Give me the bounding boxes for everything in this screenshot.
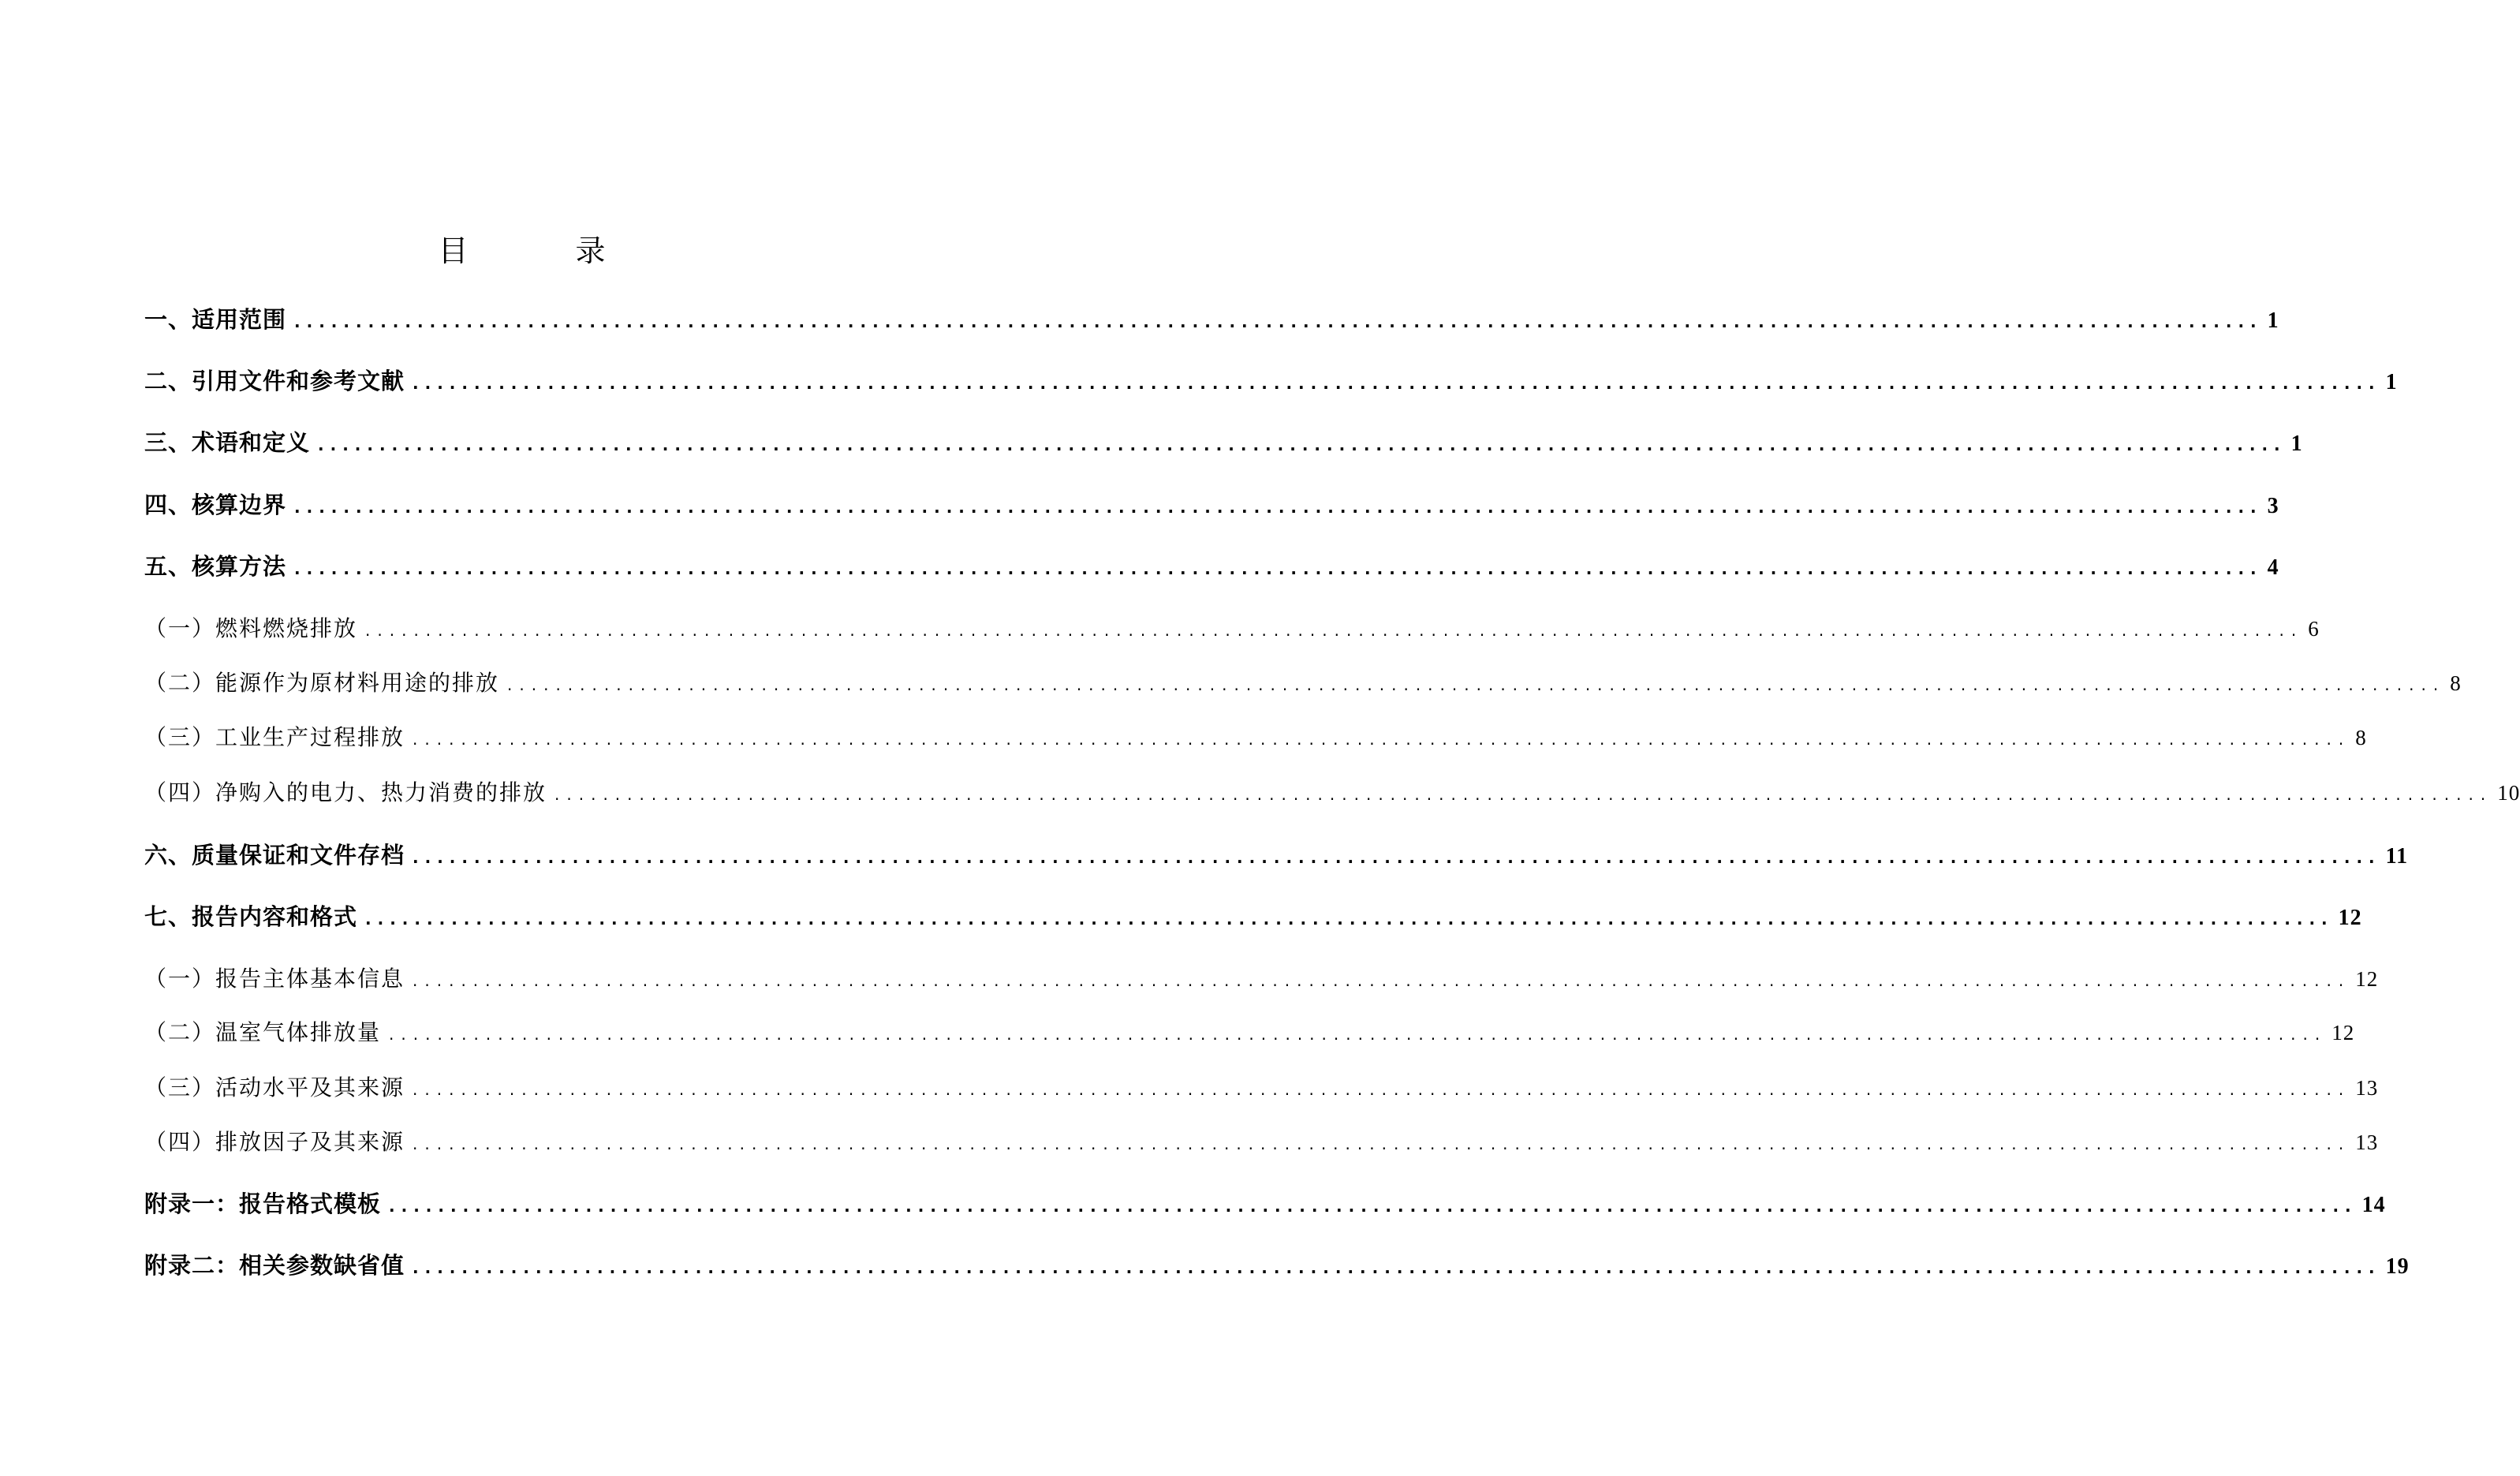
toc-entry[interactable] bbox=[144, 427, 2303, 461]
toc-entry-label: 附录二：相关参数缺省值 bbox=[144, 1252, 405, 1279]
dot-leader: ................................................................................................................................................................ bbox=[413, 1134, 2351, 1153]
toc-entry[interactable] bbox=[144, 667, 2462, 701]
toc-entry[interactable] bbox=[144, 777, 2520, 810]
toc-page-number: 1 bbox=[2267, 308, 2279, 333]
toc-entry[interactable] bbox=[144, 551, 2279, 585]
toc-entry-label: （二）能源作为原材料用途的排放 bbox=[144, 670, 500, 696]
dot-leader: ................................................................................................................................................................ bbox=[318, 435, 2287, 454]
toc-page-number: 13 bbox=[2355, 1130, 2379, 1154]
toc-page-number: 1 bbox=[2290, 432, 2303, 456]
toc-entry-label: 七、报告内容和格式 bbox=[144, 903, 358, 930]
toc-entry-label: 六、质量保证和文件存档 bbox=[144, 842, 405, 869]
toc-page-number: 1 bbox=[2385, 370, 2398, 394]
toc-page-number: 4 bbox=[2267, 555, 2279, 580]
dot-leader: ................................................................................................................................................................ bbox=[413, 374, 2381, 393]
toc-entry[interactable] bbox=[144, 1127, 2379, 1160]
toc-page-number: 12 bbox=[2331, 1021, 2355, 1044]
toc-page-number: 12 bbox=[2355, 967, 2379, 991]
dot-leader: ................................................................................................................................................................ bbox=[507, 675, 2446, 694]
toc-entry[interactable] bbox=[144, 963, 2379, 996]
toc-entry[interactable] bbox=[144, 839, 2409, 873]
toc-page-number: 19 bbox=[2385, 1254, 2410, 1279]
dot-leader: ................................................................................................................................................................ bbox=[413, 848, 2381, 867]
toc-entry-label: （二）温室气体排放量 bbox=[144, 1019, 382, 1045]
dot-leader: ................................................................................................................................................................ bbox=[389, 1025, 2328, 1044]
toc-entry[interactable] bbox=[144, 901, 2362, 935]
toc-entry-label: （一）报告主体基本信息 bbox=[144, 966, 405, 992]
toc-entry-label: （四）净购入的电力、热力消费的排放 bbox=[144, 779, 547, 805]
toc-entry-label: 五、核算方法 bbox=[144, 553, 287, 580]
toc-page-number: 14 bbox=[2361, 1193, 2386, 1217]
dot-leader: ................................................................................................................................................................ bbox=[365, 910, 2334, 929]
toc-entry-label: （一）燃料燃烧排放 bbox=[144, 615, 358, 641]
toc-entry[interactable] bbox=[144, 489, 2279, 523]
toc-entry-label: 一、适用范围 bbox=[144, 306, 287, 333]
toc-page-number: 6 bbox=[2308, 617, 2320, 641]
toc-page-number: 8 bbox=[2450, 671, 2462, 695]
toc-page-number: 11 bbox=[2385, 844, 2409, 869]
toc-entry[interactable] bbox=[144, 1188, 2386, 1222]
toc-entry[interactable] bbox=[144, 304, 2279, 338]
toc-entry[interactable] bbox=[144, 1072, 2379, 1105]
toc-title: 目 录 bbox=[438, 234, 655, 269]
dot-leader: ................................................................................................................................................................ bbox=[294, 312, 2263, 331]
toc-page-number: 13 bbox=[2355, 1076, 2379, 1100]
dot-leader: ................................................................................................................................................................ bbox=[413, 1258, 2381, 1277]
dot-leader: ................................................................................................................................................................ bbox=[413, 730, 2351, 749]
toc-entry[interactable] bbox=[144, 1017, 2355, 1050]
toc-page-number: 3 bbox=[2267, 494, 2279, 518]
toc-entry[interactable] bbox=[144, 613, 2320, 646]
toc-entry-label: （四）排放因子及其来源 bbox=[144, 1129, 405, 1155]
toc-entry[interactable] bbox=[144, 722, 2367, 755]
toc-page-number: 12 bbox=[2338, 906, 2362, 930]
toc-entry-label: 二、引用文件和参考文献 bbox=[144, 368, 405, 394]
dot-leader: ................................................................................................................................................................ bbox=[413, 971, 2351, 990]
dot-leader: ................................................................................................................................................................ bbox=[365, 621, 2304, 640]
dot-leader: ................................................................................................................................................................ bbox=[294, 498, 2263, 517]
toc-entry[interactable] bbox=[144, 365, 2398, 399]
dot-leader: ................................................................................................................................................................ bbox=[294, 559, 2263, 578]
toc-entry-label: 附录一：报告格式模板 bbox=[144, 1190, 382, 1217]
toc-entry-label: 四、核算边界 bbox=[144, 491, 287, 518]
toc-entry[interactable] bbox=[144, 1250, 2410, 1284]
toc-entry-label: （三）活动水平及其来源 bbox=[144, 1074, 405, 1100]
toc-page-number: 8 bbox=[2355, 726, 2367, 749]
dot-leader: ................................................................................................................................................................ bbox=[554, 785, 2493, 804]
dot-leader: ................................................................................................................................................................ bbox=[389, 1197, 2358, 1216]
toc-entry-label: 三、术语和定义 bbox=[144, 429, 311, 456]
toc-entry-label: （三）工业生产过程排放 bbox=[144, 724, 405, 750]
toc-page-number: 10 bbox=[2497, 781, 2520, 805]
dot-leader: ................................................................................................................................................................ bbox=[413, 1080, 2351, 1099]
